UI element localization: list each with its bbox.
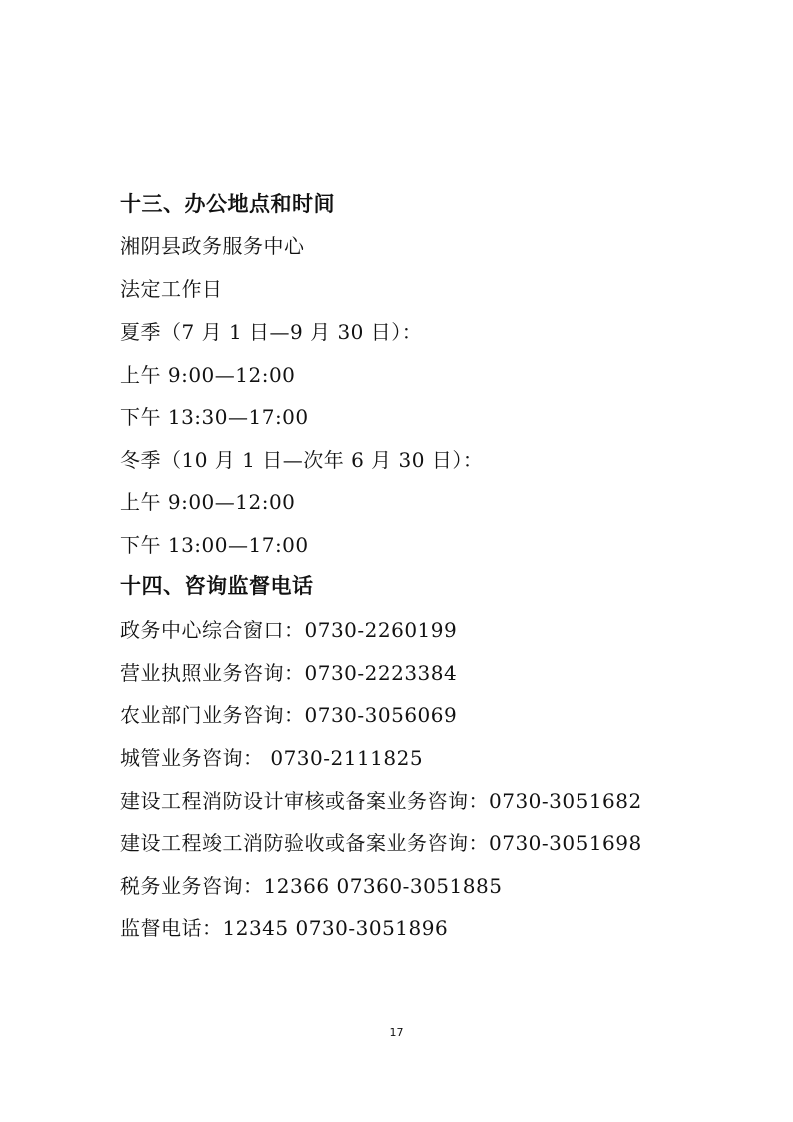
section-13-heading: 十三、办公地点和时间: [120, 192, 335, 216]
section-14-heading: 十四、咨询监督电话: [120, 574, 314, 598]
contact-line: 政务中心综合窗口：0730-2260199: [120, 618, 458, 642]
contact-line: 建设工程消防设计审核或备案业务咨询：0730-3051682: [120, 789, 642, 813]
summer-schedule-label: 夏季（7 月 1 日—9 月 30 日）：: [120, 320, 423, 344]
workday-label: 法定工作日: [120, 277, 223, 301]
winter-morning-hours: 上午 9:00—12:00: [120, 490, 296, 514]
contact-line: 营业执照业务咨询：0730-2223384: [120, 661, 458, 685]
winter-afternoon-hours: 下午 13:00—17:00: [120, 533, 309, 557]
office-location: 湘阴县政务服务中心: [120, 234, 305, 258]
page-number: 17: [389, 1026, 404, 1039]
contact-line: 税务业务咨询：12366 07360-3051885: [120, 874, 503, 898]
contact-line: 农业部门业务咨询：0730-3056069: [120, 703, 458, 727]
summer-morning-hours: 上午 9:00—12:00: [120, 363, 296, 387]
summer-afternoon-hours: 下午 13:30—17:00: [120, 405, 309, 429]
winter-schedule-label: 冬季（10 月 1 日—次年 6 月 30 日）：: [120, 448, 484, 472]
contact-line: 城管业务咨询： 0730-2111825: [120, 746, 424, 770]
contact-line: 建设工程竣工消防验收或备案业务咨询：0730-3051698: [120, 831, 642, 855]
contact-line: 监督电话：12345 0730-3051896: [120, 916, 449, 940]
